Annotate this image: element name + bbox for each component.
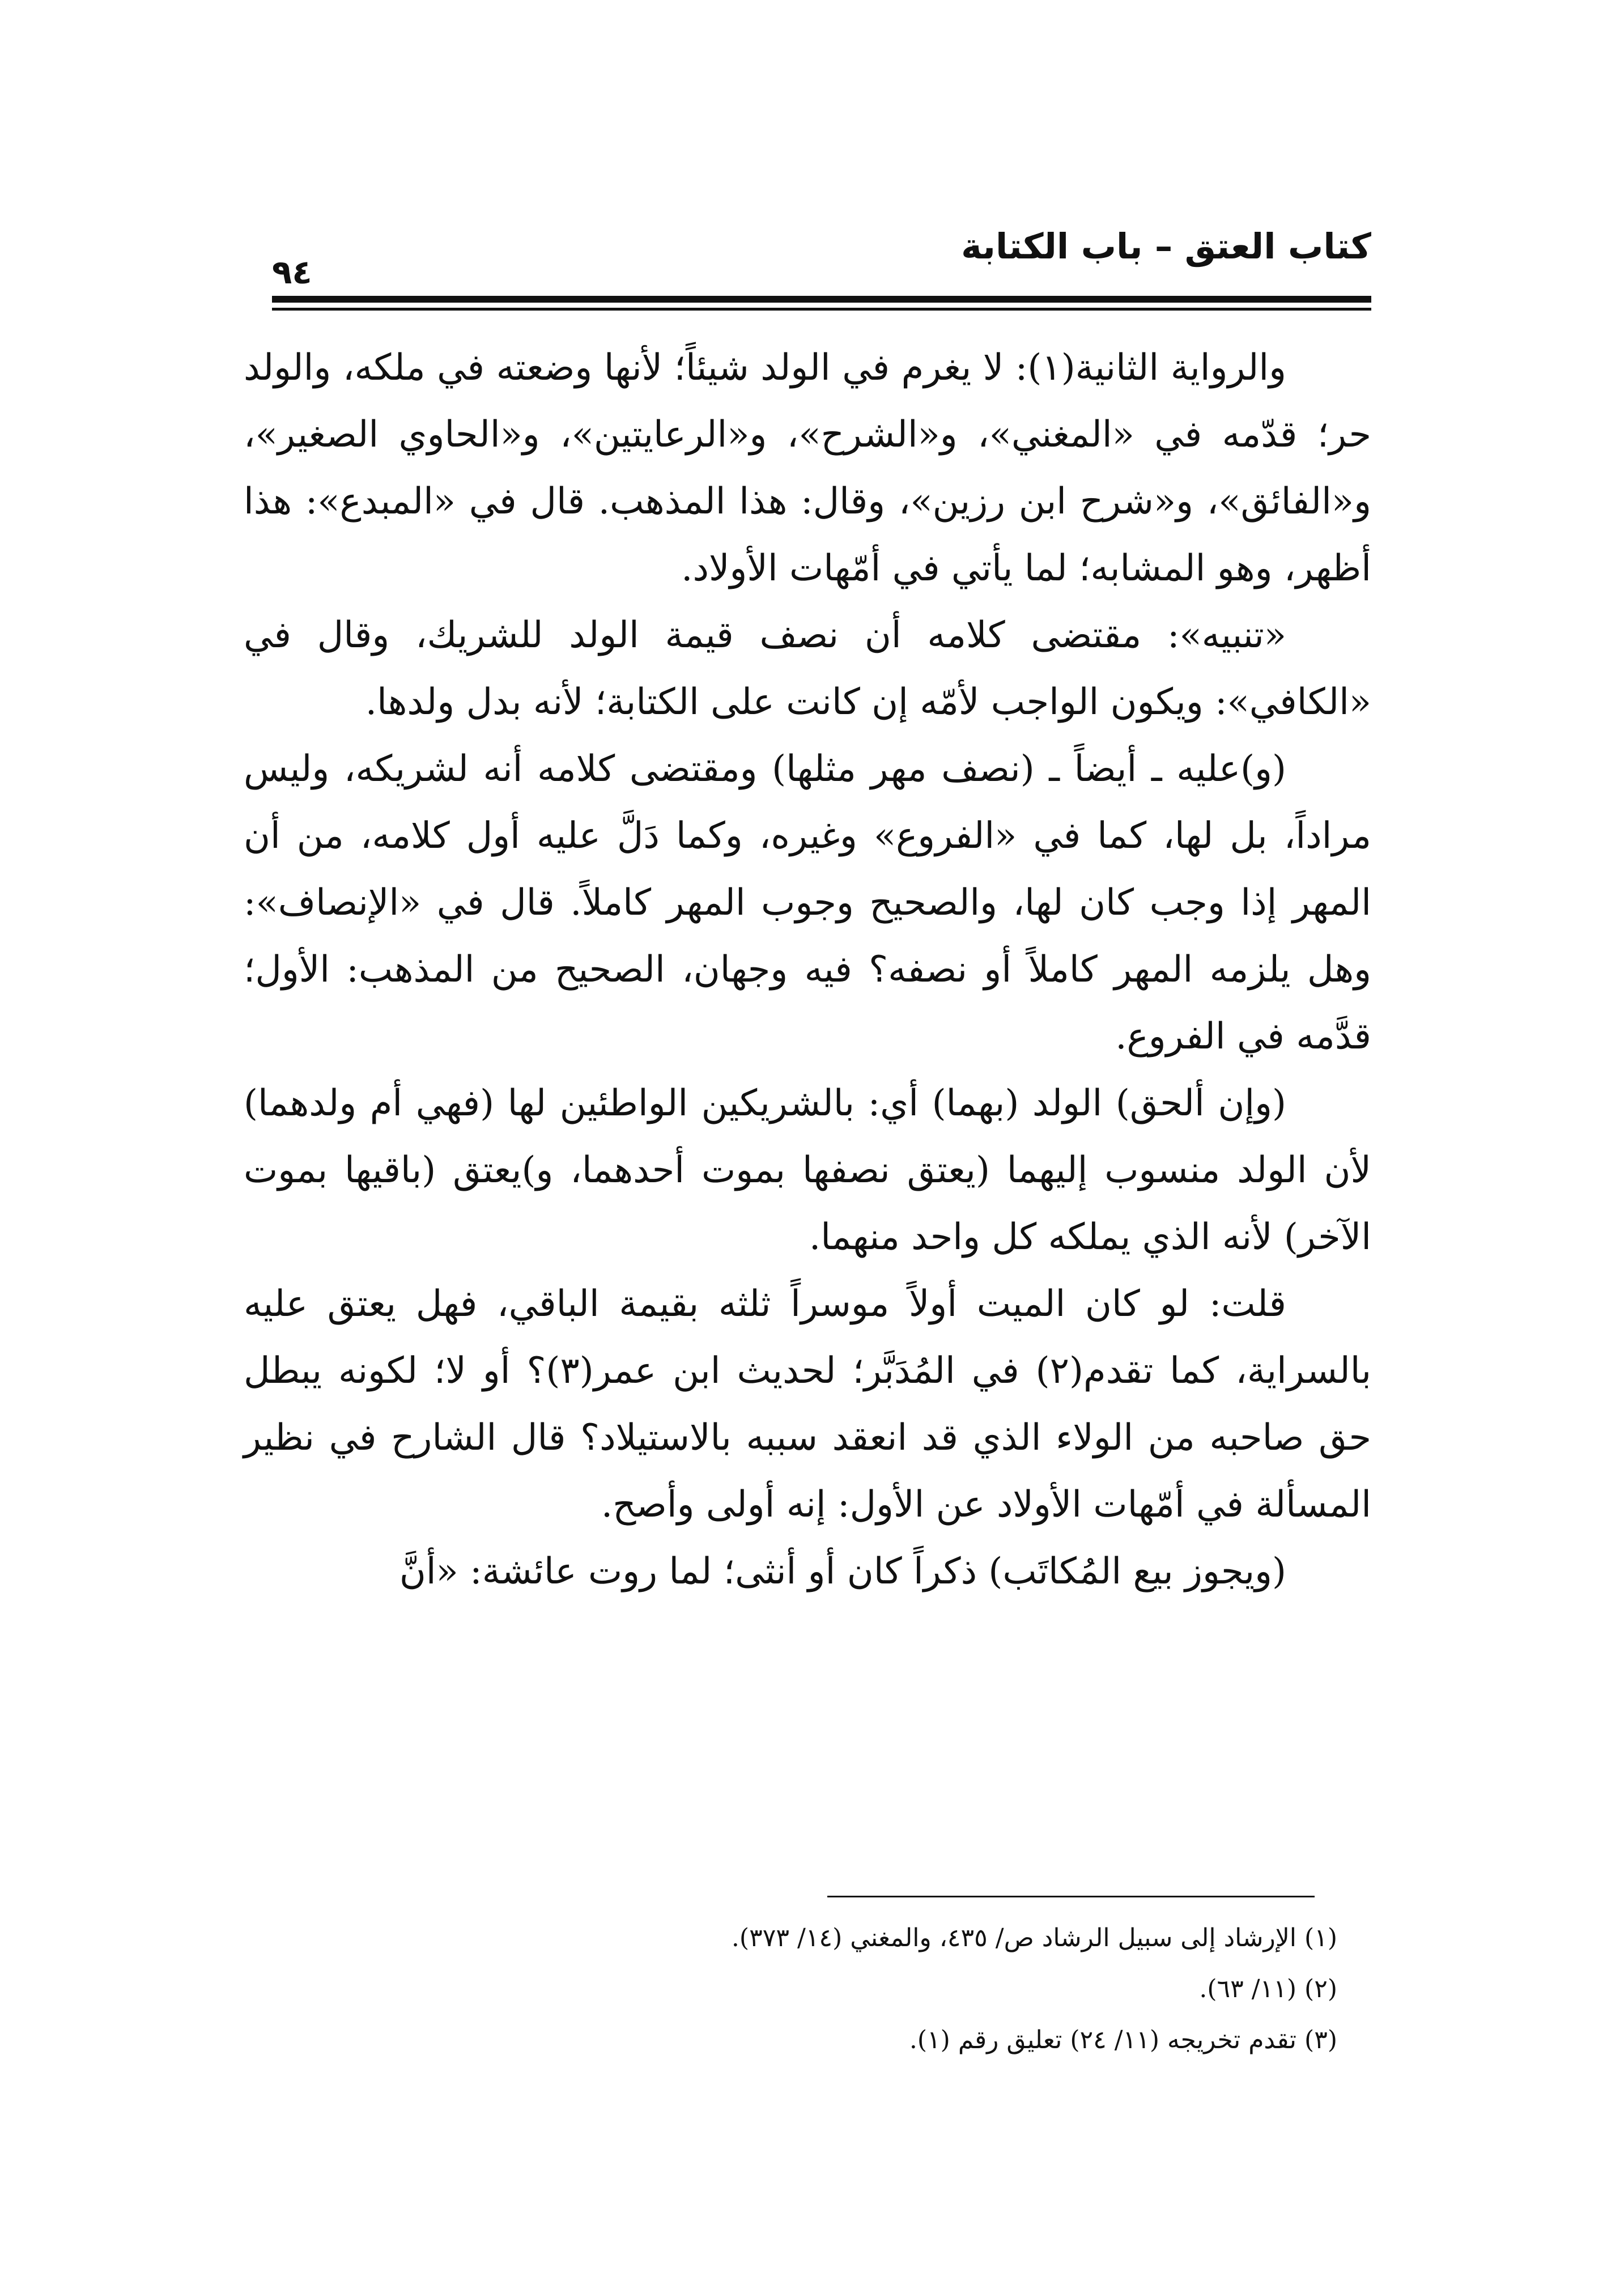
paragraph-attribution: (وإن ألحق) الولد (بهما) أي: بالشريكين الواطئين لها (فهي أم ولدهما) لأن الولد منسوب إليهما (يعتق نصفها بموت أحدهما، و)يعتق (باقيها بموت الآخر) لأنه الذي يملكه كل واحد منهما. (244, 1082, 1371, 1258)
paragraph-second-narration: والرواية الثانية(١): لا يغرم في الولد شيئاً؛ لأنها وضعته في ملكه، والولد حر؛ قدّمه في «المغني»، و«الشرح»، و«الرعايتين»، و«الحاوي الصغير»، و«الفائق»، و«شرح ابن رزين»، وقال: هذا المذهب. قال في «المبدع»: هذا أظهر، وهو المشابه؛ لما يأتي في أمّهات الأولاد. (244, 347, 1371, 589)
footnote-1: (١) الإرشاد إلى سبيل الرشاد ص/ ٤٣٥، والمغني (١٤/ ٣٧٣). (731, 1923, 1337, 1952)
running-title: كتاب العتق – باب الكتابة (961, 226, 1371, 267)
header-rule-thin (272, 308, 1371, 311)
paragraph-note: «تنبيه»: مقتضى كلامه أن نصف قيمة الولد للشريك، وقال في «الكافي»: ويكون الواجب لأمّه إن كانت على الكتابة؛ لأنه بدل ولدها. (244, 614, 1371, 723)
paragraph-dowry: (و)عليه ـ أيضاً ـ (نصف مهر مثلها) ومقتضى كلامه أنه لشريكه، وليس مراداً، بل لها، كما في «الفروع» وغيره، وكما دَلَّ عليه أول كلامه، من أن المهر إذا وجب كان لها، والصحيح وجوب المهر كاملاً. قال في «الإنصاف»: وهل يلزمه المهر كاملاً أو نصفه؟ فيه وجهان، الصحيح من المذهب: الأول؛ قدَّمه في الفروع. (244, 748, 1372, 1058)
header-rule-thick (272, 296, 1371, 303)
paragraph-question: قلت: لو كان الميت أولاً موسراً ثلثه بقيمة الباقي، فهل يعتق عليه بالسراية، كما تقدم(٢) في المُدَبَّر؛ لحديث ابن عمر(٣)؟ أو لا؛ لكونه يبطل حق صاحبه من الولاء الذي قد انعقد سببه بالاستيلاد؟ قال الشارح في نظير المسألة في أمّهات الأولاد عن الأول: إنه أولى وأصح. (244, 1283, 1372, 1526)
footnotes (244, 1913, 1337, 2066)
page-number: ٩٤ (272, 253, 312, 291)
footnote-2: (٢) (١١/ ٦٣). (1199, 1974, 1337, 2003)
footnote-3: (٣) تقدم تخريجه (١١/ ٢٤) تعليق رقم (١). (909, 2026, 1337, 2054)
main-text (244, 334, 1371, 1605)
page-header (272, 221, 1371, 289)
paragraph-sale: (ويجوز بيع المُكاتَب) ذكراً كان أو أنثى؛ لما روت عائشة: «أنَّ (399, 1551, 1286, 1593)
footnote-separator (827, 1896, 1315, 1897)
